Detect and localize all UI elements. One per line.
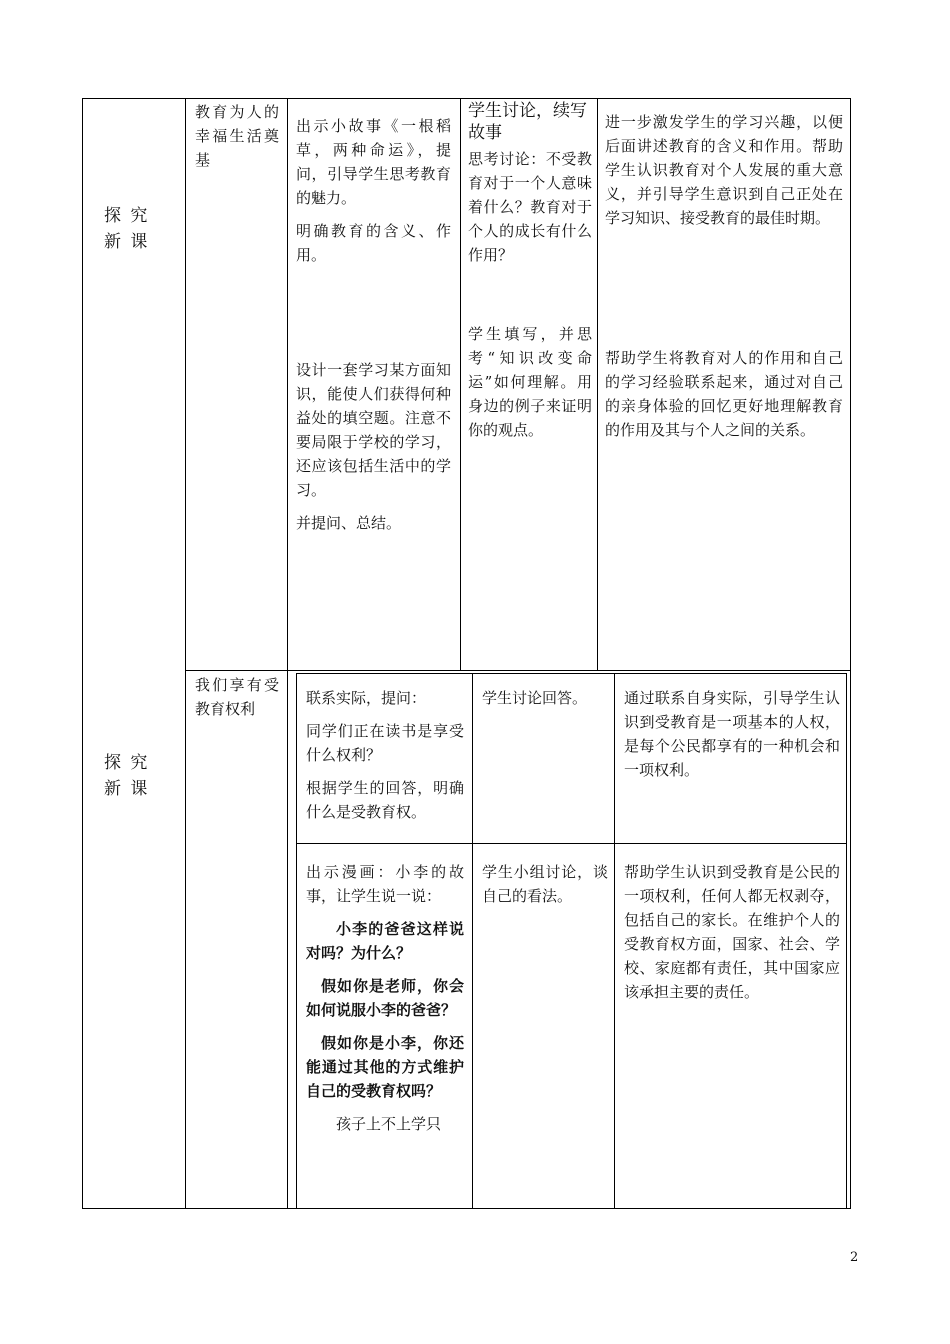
discussion-question: 假如你是老师，你会如何说服小李的爸爸？ (306, 977, 464, 1019)
paragraph: 并提问、总结。 (296, 514, 402, 532)
paragraph: 帮助学生将教育对人的作用和自己的学习经验联系起来，通过对自己的亲身体验的回忆更好地理解教育的作用及其与个人之间的关系。 (605, 349, 843, 439)
design-intent-cell-lower (605, 346, 843, 442)
student-activity-cell (482, 686, 608, 710)
paragraph: 同学们正在读书是享受什么权利？ (306, 722, 464, 764)
paragraph: 帮助学生认识到受教育是公民的一项权利，任何人都无权剥夺，包括自己的家长。在维护个人的受教育权方面，国家、社会、学校、家庭都有责任，其中国家应该承担主要的责任。 (624, 863, 840, 1001)
paragraph: 思考讨论：不受教育对于一个人意味着什么？教育对于个人的成长有什么作用？ (468, 150, 592, 264)
paragraph: 联系实际，提问： (306, 689, 427, 707)
row-divider (296, 843, 847, 844)
stage-label (104, 203, 174, 255)
table-border-right (850, 98, 851, 1209)
paragraph: 通过联系自身实际，引导学生认识到受教育是一项基本的人权，是每个公民都享有的一种机会和一项权利。 (624, 689, 840, 779)
stage-label-line: 新 课 (104, 779, 150, 799)
student-activity-cell (482, 860, 608, 908)
teacher-activity-cell (306, 860, 464, 1145)
paragraph: 学生讨论回答。 (482, 689, 588, 707)
table-border-bottom (82, 1208, 851, 1209)
teacher-activity-cell (306, 686, 464, 833)
paragraph: 学生填写，并思考“知识改变命运”如何理解。用身边的例子来证明你的观点。 (468, 325, 592, 439)
stage-label (104, 750, 174, 802)
teacher-activity-cell (296, 114, 451, 276)
paragraph: 根据学生的回答，明确什么是受教育权。 (306, 779, 464, 821)
column-divider (287, 670, 288, 1209)
paragraph: 孩子上不上学只 (336, 1115, 442, 1133)
table-border-left (82, 98, 83, 1209)
table-border-top (82, 98, 851, 99)
design-intent-cell (605, 110, 843, 230)
column-divider (472, 673, 473, 1208)
discussion-question: 小李的爸爸这样说对吗？为什么？ (306, 920, 464, 962)
stage-label-line: 探 究 (104, 753, 150, 773)
section-divider (185, 670, 851, 671)
column-divider (597, 98, 598, 670)
student-activity-cell-lower (468, 322, 592, 442)
topic-cell (195, 673, 279, 721)
design-intent-cell (624, 686, 840, 782)
paragraph: 出示漫画：小李的故事，让学生说一说： (306, 863, 464, 905)
topic-title: 教育为人的幸福生活奠基 (195, 103, 279, 169)
stage-label-line: 新 课 (104, 232, 150, 252)
paragraph: 明确教育的含义、作用。 (296, 222, 451, 264)
paragraph: 学生小组讨论，谈自己的看法。 (482, 863, 608, 905)
paragraph: 设计一套学习某方面知识，能使人们获得何种益处的填空题。注意不要局限于学校的学习，还应该包括生活中的学习。 (296, 361, 451, 499)
nested-border-right (846, 673, 847, 1208)
column-divider (614, 673, 615, 1208)
page-number: 2 (850, 1250, 859, 1265)
nested-border-left (296, 673, 297, 1208)
column-divider (460, 98, 461, 670)
column-divider (287, 98, 288, 670)
teacher-activity-cell-lower (296, 358, 451, 544)
nested-border-top (296, 673, 847, 674)
student-activity-cell (468, 100, 592, 267)
discussion-question: 假如你是小李，你还能通过其他的方式维护自己的受教育权吗？ (306, 1034, 464, 1100)
stage-label-line: 探 究 (104, 206, 150, 226)
student-activity-heading: 学生讨论，续写故事 (468, 101, 587, 143)
topic-cell (195, 100, 279, 172)
paragraph: 出示小故事《一根稻草，两种命运》，提问，引导学生思考教育的魅力。 (296, 117, 451, 207)
topic-title: 我们享有受教育权利 (195, 676, 279, 718)
column-divider (185, 98, 186, 1209)
design-intent-cell (624, 860, 840, 1004)
paragraph: 进一步激发学生的学习兴趣，以便后面讲述教育的含义和作用。帮助学生认识教育对个人发展的重大意义，并引导学生意识到自己正处在学习知识、接受教育的最佳时期。 (605, 113, 843, 227)
